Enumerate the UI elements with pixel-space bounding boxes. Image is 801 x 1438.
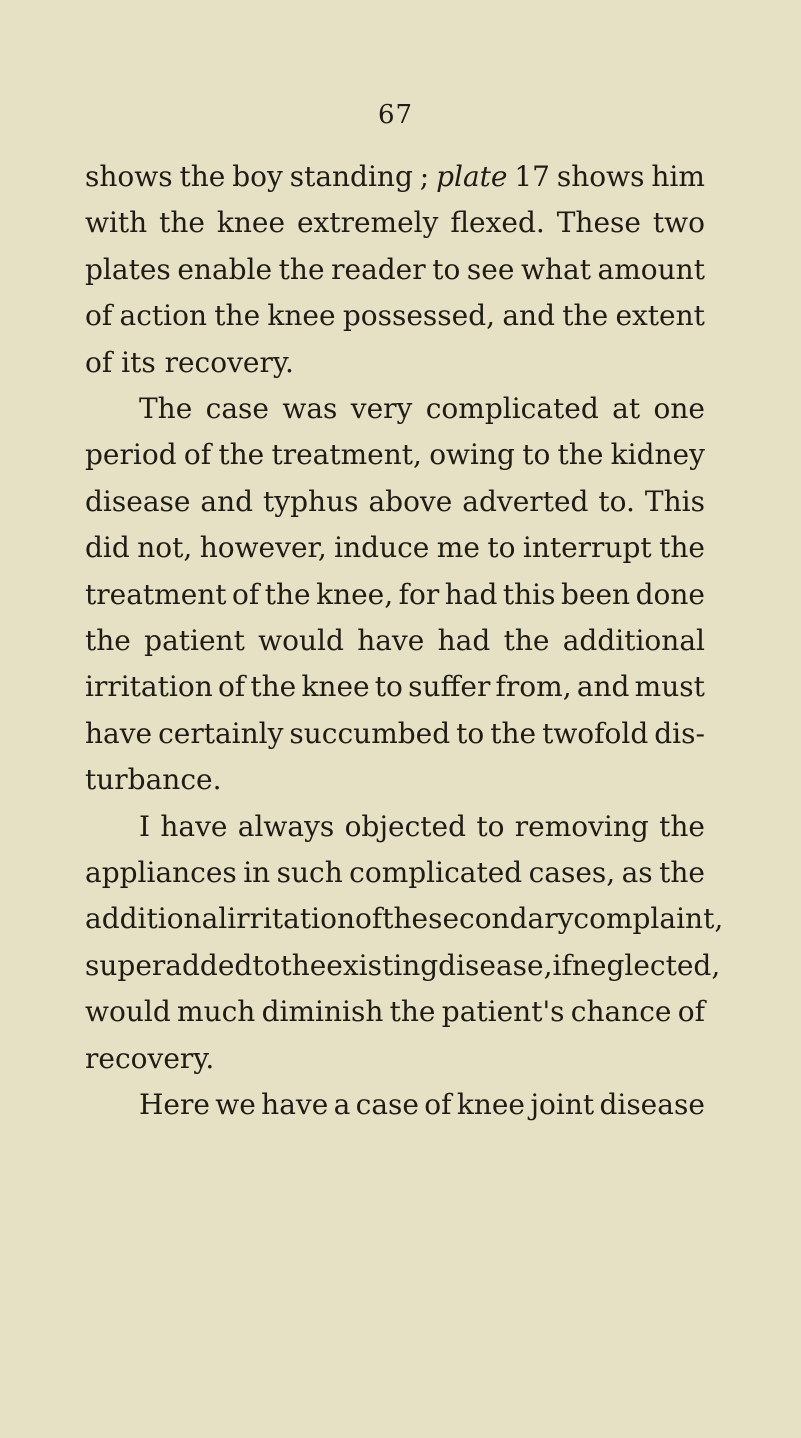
- word: above: [368, 484, 453, 518]
- word: to: [456, 716, 485, 750]
- word: amount: [597, 252, 705, 286]
- word: would: [258, 624, 344, 657]
- word: and: [200, 484, 254, 518]
- word: for: [398, 577, 440, 611]
- word: the: [490, 716, 537, 750]
- word: interrupt: [522, 531, 652, 565]
- word: him: [651, 160, 705, 193]
- word: plate: [436, 160, 508, 193]
- word: possessed,: [342, 299, 496, 333]
- word: knee: [301, 670, 370, 704]
- word: suffer: [408, 670, 491, 704]
- word: treatment: [85, 577, 227, 611]
- word: treatment,: [271, 438, 422, 472]
- word: appliances: [85, 856, 237, 889]
- word: Here: [139, 1088, 210, 1121]
- word: to: [487, 531, 516, 565]
- word: the: [659, 856, 705, 889]
- text-line: [85, 995, 705, 1035]
- word: the: [264, 577, 311, 611]
- word: would: [85, 995, 171, 1029]
- word: and: [576, 670, 630, 704]
- word: two: [652, 206, 705, 240]
- word: we: [215, 1088, 256, 1121]
- word: as: [621, 856, 653, 889]
- text-line: [85, 763, 221, 803]
- text-line: [85, 902, 724, 942]
- word: done: [635, 577, 705, 611]
- word: knee: [216, 206, 286, 240]
- word: extent: [615, 299, 705, 333]
- word: was: [282, 392, 338, 425]
- word: of: [85, 299, 113, 333]
- word: the: [218, 438, 265, 472]
- word: disease: [85, 484, 191, 518]
- word: additional: [562, 624, 705, 657]
- word: recovery.: [85, 1041, 215, 1075]
- text-line: [85, 485, 705, 525]
- word: I: [139, 809, 151, 843]
- word: boy: [232, 160, 283, 193]
- word: me: [436, 531, 480, 565]
- page-number: 67: [378, 100, 414, 130]
- word: cases,: [528, 856, 616, 889]
- word: very: [350, 392, 413, 425]
- text-line: [85, 717, 705, 757]
- word: superadded: [85, 948, 253, 982]
- word: have: [160, 809, 228, 843]
- word: and: [502, 299, 556, 333]
- word: knee: [267, 299, 336, 333]
- word: of: [424, 1088, 452, 1121]
- word: of its recovery.: [85, 345, 294, 379]
- word: These: [556, 206, 641, 240]
- word: to: [476, 809, 505, 843]
- word: the: [85, 624, 131, 657]
- word: complicated: [425, 392, 599, 425]
- word: disease,: [438, 948, 553, 982]
- text-line: [85, 1042, 214, 1082]
- word: the: [280, 948, 327, 982]
- word: typhus: [263, 484, 359, 518]
- word: the: [159, 206, 205, 240]
- word: see: [466, 252, 515, 286]
- word: The: [139, 392, 193, 425]
- word: dis-: [654, 716, 705, 750]
- word: shows: [556, 160, 645, 193]
- word: of: [677, 995, 705, 1029]
- word: of: [217, 670, 246, 704]
- word: much: [177, 995, 256, 1029]
- word: 17: [514, 160, 550, 193]
- word: the: [179, 160, 226, 193]
- word: have: [261, 1088, 329, 1121]
- text-line: [85, 531, 705, 571]
- word: additional: [85, 902, 228, 936]
- word: chance: [570, 995, 672, 1029]
- word: the: [503, 624, 550, 657]
- word: plates: [85, 252, 171, 286]
- word: this: [502, 577, 556, 611]
- word: knee,: [316, 577, 394, 611]
- word: secondary: [428, 902, 574, 936]
- word: removing: [514, 809, 649, 843]
- word: if: [552, 948, 572, 982]
- word: disease: [599, 1088, 705, 1121]
- text-line: [139, 1088, 705, 1128]
- word: the: [659, 809, 705, 843]
- word: flexed.: [450, 206, 545, 240]
- word: ;: [419, 160, 430, 193]
- word: the: [278, 252, 325, 286]
- word: joint: [530, 1088, 595, 1121]
- word: of: [183, 438, 212, 472]
- text-line: [85, 670, 705, 710]
- word: however,: [199, 531, 327, 565]
- word: to: [374, 670, 403, 704]
- text-line: [85, 856, 705, 896]
- text-line: [139, 810, 705, 850]
- word: did: [85, 531, 130, 565]
- text-line: [85, 438, 705, 478]
- text-line: [85, 346, 294, 386]
- text-line: [85, 624, 705, 664]
- word: owing: [429, 438, 515, 472]
- word: kidney: [610, 438, 705, 472]
- word: diminish: [261, 995, 384, 1029]
- word: shows: [85, 160, 173, 193]
- word: period: [85, 438, 177, 472]
- word: such: [276, 856, 343, 889]
- word: with: [85, 206, 148, 240]
- word: standing: [289, 160, 413, 193]
- word: the: [562, 299, 609, 333]
- word: to: [522, 438, 551, 472]
- word: the: [659, 531, 705, 565]
- word: certainly: [158, 716, 284, 750]
- word: knee: [456, 1088, 525, 1121]
- word: have: [357, 624, 425, 657]
- text-line: [85, 160, 705, 200]
- word: not,: [137, 531, 193, 565]
- word: the: [557, 438, 604, 472]
- word: been: [560, 577, 631, 611]
- word: twofold: [542, 716, 649, 750]
- word: have: [85, 716, 153, 750]
- word: had: [444, 577, 498, 611]
- word: of: [354, 902, 383, 936]
- text-line: [85, 253, 705, 293]
- word: at: [612, 392, 641, 425]
- word: patient's: [441, 995, 565, 1029]
- text-line: [85, 206, 705, 246]
- word: extremely: [296, 206, 439, 240]
- word: complicated: [349, 856, 523, 889]
- word: existing: [326, 948, 439, 982]
- word: enable: [177, 252, 273, 286]
- word: one: [653, 392, 705, 425]
- word: objected: [344, 809, 467, 843]
- text-line: [85, 948, 721, 989]
- word: the: [250, 670, 297, 704]
- word: of: [232, 577, 260, 611]
- word: neglected,: [571, 948, 721, 982]
- word: must: [634, 670, 705, 704]
- text-line: [85, 299, 705, 339]
- word: adverted: [462, 484, 589, 518]
- word: to: [252, 948, 281, 982]
- word: This: [644, 484, 705, 518]
- word: to.: [598, 484, 635, 518]
- word: irritation: [85, 670, 213, 704]
- word: induce: [334, 531, 430, 565]
- word: action: [119, 299, 207, 333]
- word: case: [205, 392, 269, 425]
- word: what: [521, 252, 591, 286]
- word: reader: [331, 252, 426, 286]
- word: always: [237, 809, 335, 843]
- word: in: [243, 856, 271, 889]
- word: to: [432, 252, 461, 286]
- text-line: [139, 392, 705, 432]
- word: turbance.: [85, 763, 222, 797]
- word: a: [333, 1088, 351, 1121]
- word: succumbed: [289, 716, 451, 750]
- text-line: [85, 578, 705, 618]
- word: the: [382, 902, 429, 936]
- word: irritation: [227, 902, 355, 936]
- word: complaint,: [573, 902, 724, 936]
- word: had: [437, 624, 491, 657]
- word: case: [355, 1088, 419, 1121]
- word: from,: [495, 670, 572, 704]
- word: the: [389, 995, 436, 1029]
- word: patient: [144, 624, 245, 657]
- word: the: [214, 299, 261, 333]
